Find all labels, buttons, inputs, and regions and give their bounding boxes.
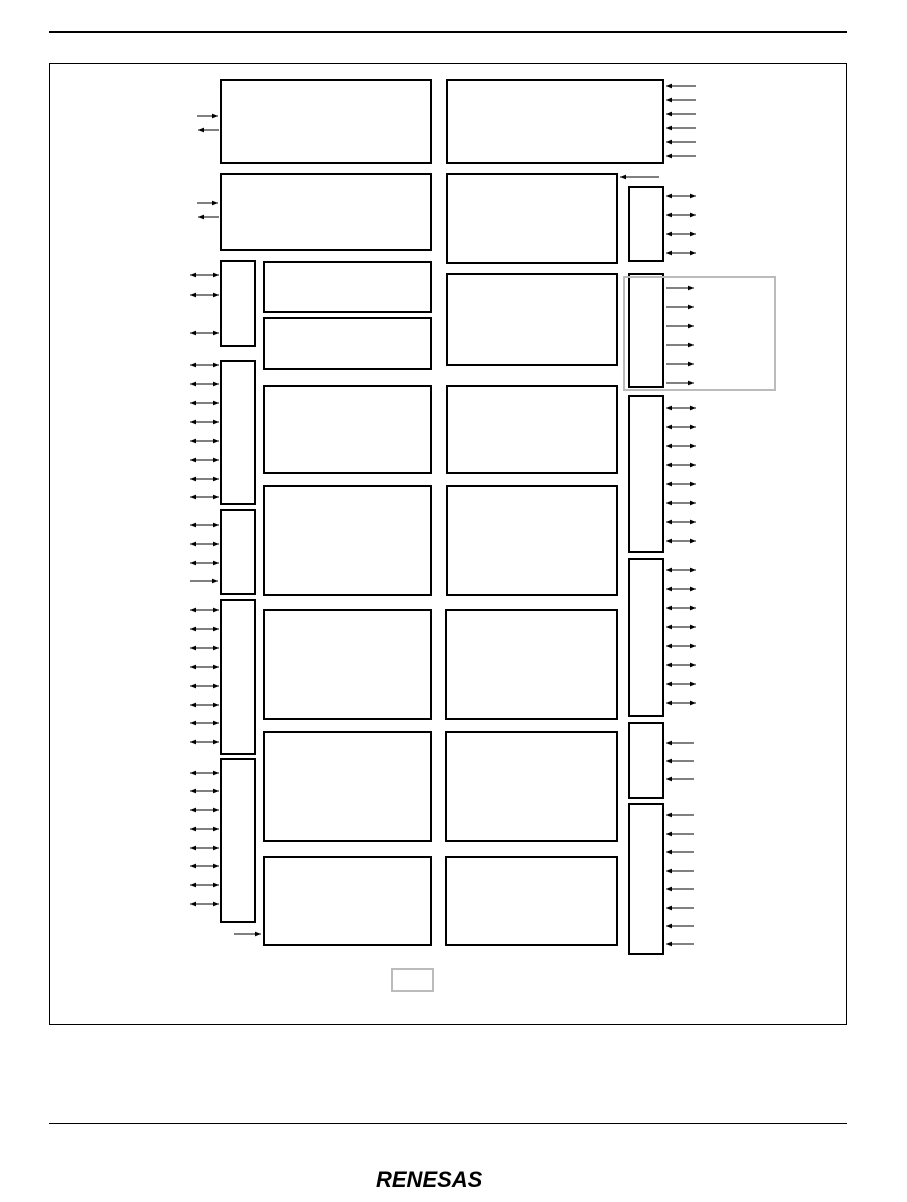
legend-box <box>392 969 433 991</box>
port-right-3 <box>629 396 663 552</box>
block-ram <box>264 318 431 369</box>
block-sci-2 <box>446 610 617 719</box>
block-rom <box>264 262 431 312</box>
block-bus-controller <box>447 174 617 263</box>
block-dac <box>446 732 617 841</box>
port-right-5 <box>629 723 663 798</box>
renesas-logo-icon <box>374 1166 522 1192</box>
block-wdt <box>264 857 431 945</box>
port-left-4 <box>221 600 255 754</box>
footer-rule <box>49 1123 847 1124</box>
block-iic <box>446 857 617 945</box>
block-clock-generator <box>447 274 617 365</box>
block-timer-3 <box>264 486 431 595</box>
port-left-2 <box>221 361 255 504</box>
port-left-3 <box>221 510 255 594</box>
port-right-6 <box>629 804 663 954</box>
block-interrupt-controller <box>447 80 663 163</box>
block-timer-2 <box>447 386 617 473</box>
port-right-2 <box>629 274 663 387</box>
port-right-1 <box>629 187 663 261</box>
block-cpu <box>221 80 431 163</box>
block-dtc <box>221 174 431 250</box>
logo-text: RENESAS <box>376 1167 483 1192</box>
port-left-5 <box>221 759 255 922</box>
block-sci-1 <box>264 610 431 719</box>
block-adc <box>264 732 431 841</box>
highlight-box <box>624 277 775 390</box>
block-timer-1 <box>264 386 431 473</box>
port-left-1 <box>221 261 255 346</box>
port-right-4 <box>629 559 663 716</box>
block-timer-4 <box>447 486 617 595</box>
